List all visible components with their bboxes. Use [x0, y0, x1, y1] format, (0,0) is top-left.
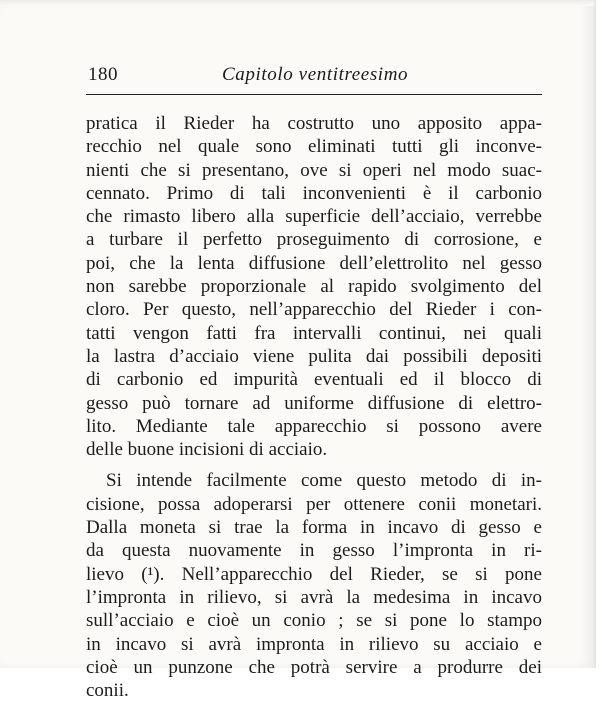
running-header [88, 64, 540, 88]
page-number: 180 [88, 64, 118, 85]
text-line: di carbonio ed impurità eventuali ed il blocco di [86, 369, 542, 391]
text-line: cennato. Primo di tali inconvenienti è il carbonio [86, 182, 542, 204]
text-line: cioè un punzone che potrà servire a produrre dei [86, 656, 542, 678]
text-line: sull’acciaio e cioè un conio ; se si pone lo stampo [86, 610, 542, 632]
text-line: l’impronta in rilievo, si avrà la medesima in incavo [86, 586, 542, 608]
body-text [86, 112, 542, 702]
text-line: in incavo si avrà impronta in rilievo su acciaio e [86, 633, 542, 655]
text-line: pratica il Rieder ha costrutto uno apposito appa- [86, 113, 542, 134]
text-line: delle buone incisioni di acciaio. [86, 439, 328, 461]
paragraph-2 [86, 469, 542, 702]
page-edge [0, 0, 594, 6]
text-line: la lastra d’acciaio viene pulita dai possibili depositi [86, 345, 542, 367]
text-line: poi, che la lenta diffusione dell’elettrolito nel gesso [86, 252, 542, 274]
text-line: a turbare il perfetto proseguimento di corrosione, e [86, 229, 542, 251]
text-line: cisione, possa adoperarsi per ottenere conii monetari. [86, 493, 542, 515]
paragraph-1 [86, 112, 542, 461]
text-line: Si intende facilmente come questo metodo di in- [106, 470, 542, 492]
text-line: lito. Mediante tale apparecchio si possono avere [86, 415, 542, 437]
paragraph-gap [86, 461, 542, 469]
text-line: cloro. Per questo, nell’apparecchio del Rieder i con- [86, 299, 542, 321]
text-line: tatti vengon fatti fra intervalli continui, nei quali [86, 322, 542, 344]
header-rule [86, 94, 542, 95]
text-line: non sarebbe proporzionale al rapido svolgimento del [86, 276, 542, 298]
text-line: nienti che si presentano, ove si operi nel modo suac- [86, 159, 542, 181]
text-line: Dalla moneta si trae la forma in incavo di gesso e [86, 517, 542, 539]
text-line: da questa nuovamente in gesso l’impronta in ri- [86, 540, 542, 562]
chapter-title: Capitolo ventitreesimo [222, 64, 409, 85]
text-line: conii. [86, 680, 129, 702]
text-line: lievo (¹). Nell’apparecchio del Rieder, se si pone [86, 563, 542, 585]
text-line: che rimasto libero alla superficie dell’acciaio, verrebbe [86, 206, 542, 228]
text-line: gesso può tornare ad uniforme diffusione di elettro- [86, 392, 542, 414]
text-line: recchio nel quale sono eliminati tutti gli inconve- [86, 136, 542, 158]
